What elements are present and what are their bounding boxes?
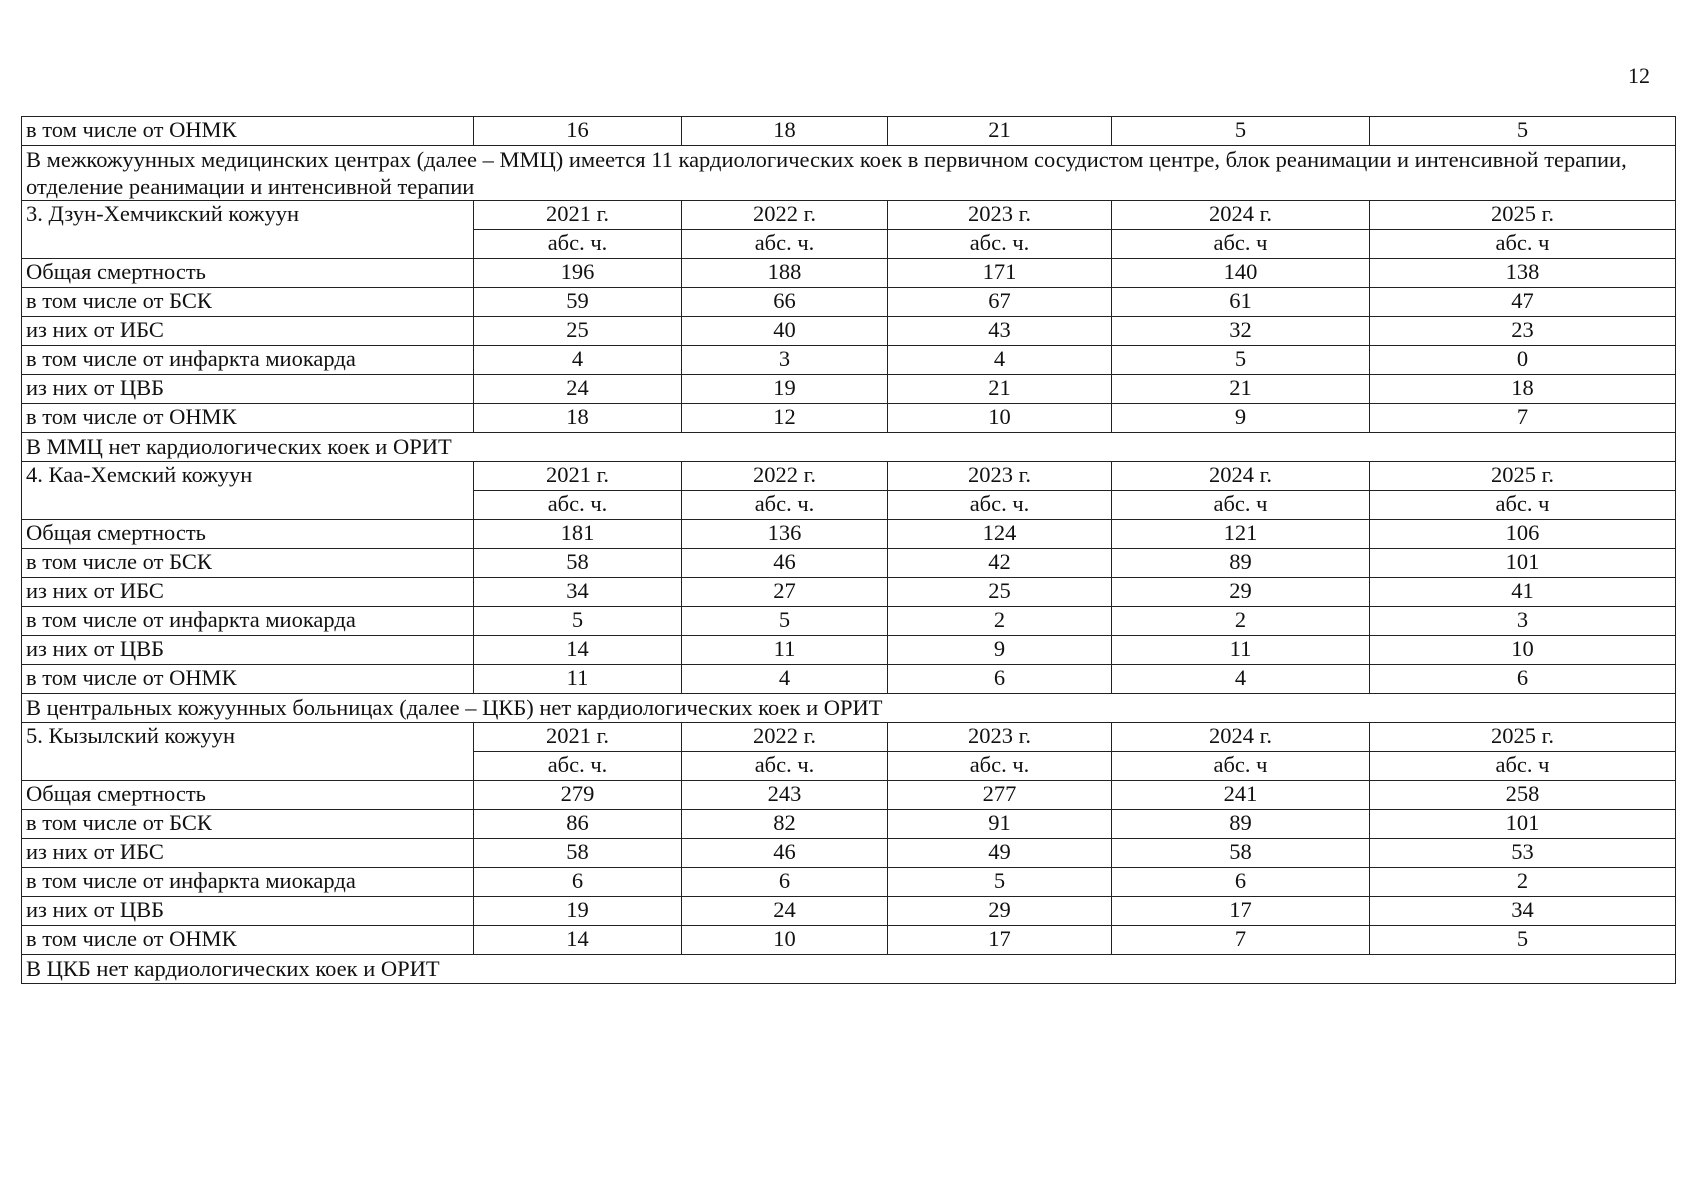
year-header: 2021 г. [474, 462, 682, 491]
section-title: 4. Каа-Хемский кожуун [22, 462, 474, 520]
cell-value: 49 [888, 839, 1112, 868]
cell-value: 121 [1112, 520, 1370, 549]
cell-value: 18 [682, 117, 888, 146]
unit-header: абс. ч [1370, 491, 1676, 520]
year-header: 2022 г. [682, 201, 888, 230]
cell-value: 2 [1370, 868, 1676, 897]
year-header: 2023 г. [888, 201, 1112, 230]
cell-value: 2 [1112, 607, 1370, 636]
cell-value: 11 [682, 636, 888, 665]
unit-header: абс. ч. [682, 752, 888, 781]
row-label: из них от ИБС [22, 317, 474, 346]
cell-value: 25 [888, 578, 1112, 607]
unit-header: абс. ч. [682, 230, 888, 259]
cell-value: 5 [1370, 926, 1676, 955]
cell-value: 14 [474, 636, 682, 665]
cell-value: 9 [1112, 404, 1370, 433]
year-header: 2022 г. [682, 462, 888, 491]
cell-value: 24 [682, 897, 888, 926]
cell-value: 5 [682, 607, 888, 636]
unit-header: абс. ч. [474, 752, 682, 781]
note-row [22, 433, 1676, 462]
unit-header: абс. ч [1370, 752, 1676, 781]
row-label: в том числе от ОНМК [22, 926, 474, 955]
row-label: в том числе от ОНМК [22, 117, 474, 146]
cell-value: 188 [682, 259, 888, 288]
cell-value: 101 [1370, 549, 1676, 578]
table-row [22, 404, 1676, 433]
unit-header: абс. ч. [682, 491, 888, 520]
unit-header: абс. ч [1112, 752, 1370, 781]
section-header-row [22, 201, 1676, 230]
cell-value: 41 [1370, 578, 1676, 607]
cell-value: 140 [1112, 259, 1370, 288]
table-row [22, 665, 1676, 694]
cell-value: 5 [888, 868, 1112, 897]
cell-value: 124 [888, 520, 1112, 549]
cell-value: 11 [1112, 636, 1370, 665]
cell-value: 89 [1112, 549, 1370, 578]
cell-value: 5 [1370, 117, 1676, 146]
row-label: из них от ИБС [22, 839, 474, 868]
cell-value: 46 [682, 839, 888, 868]
cell-value: 7 [1112, 926, 1370, 955]
row-label: в том числе от ОНМК [22, 404, 474, 433]
table-row [22, 288, 1676, 317]
cell-value: 66 [682, 288, 888, 317]
section-header-row [22, 462, 1676, 491]
table-row [22, 926, 1676, 955]
table-row [22, 117, 1676, 146]
cell-value: 24 [474, 375, 682, 404]
row-label: в том числе от инфаркта миокарда [22, 346, 474, 375]
cell-value: 5 [1112, 346, 1370, 375]
year-header: 2025 г. [1370, 201, 1676, 230]
cell-value: 6 [1112, 868, 1370, 897]
year-header: 2023 г. [888, 462, 1112, 491]
cell-value: 3 [1370, 607, 1676, 636]
cell-value: 58 [1112, 839, 1370, 868]
cell-value: 171 [888, 259, 1112, 288]
note-row [22, 694, 1676, 723]
cell-value: 106 [1370, 520, 1676, 549]
unit-header: абс. ч. [474, 230, 682, 259]
cell-value: 25 [474, 317, 682, 346]
cell-value: 6 [474, 868, 682, 897]
cell-value: 58 [474, 839, 682, 868]
cell-value: 89 [1112, 810, 1370, 839]
cell-value: 2 [888, 607, 1112, 636]
table-body [22, 117, 1676, 984]
cell-value: 21 [888, 375, 1112, 404]
unit-header: абс. ч [1370, 230, 1676, 259]
year-header: 2022 г. [682, 723, 888, 752]
cell-value: 34 [474, 578, 682, 607]
cell-value: 3 [682, 346, 888, 375]
cell-value: 5 [1112, 117, 1370, 146]
table-row [22, 897, 1676, 926]
mortality-table [21, 116, 1676, 984]
cell-value: 19 [682, 375, 888, 404]
cell-value: 10 [1370, 636, 1676, 665]
table-row [22, 868, 1676, 897]
cell-value: 4 [1112, 665, 1370, 694]
cell-value: 4 [474, 346, 682, 375]
cell-value: 14 [474, 926, 682, 955]
unit-header: абс. ч. [888, 752, 1112, 781]
row-label: из них от ЦВБ [22, 897, 474, 926]
cell-value: 17 [1112, 897, 1370, 926]
row-label: в том числе от БСК [22, 288, 474, 317]
year-header: 2021 г. [474, 723, 682, 752]
note-row [22, 955, 1676, 984]
note-text: В межкожуунных медицинских центрах (далее – ММЦ) имеется 11 кардиологических коек в первичном сосудистом центре, блок реанимации и интенсивной терапии, отделение реанимации и интенсивной терапии [22, 146, 1676, 201]
cell-value: 196 [474, 259, 682, 288]
table-row [22, 549, 1676, 578]
cell-value: 43 [888, 317, 1112, 346]
cell-value: 29 [1112, 578, 1370, 607]
table-row [22, 317, 1676, 346]
cell-value: 18 [1370, 375, 1676, 404]
unit-header: абс. ч. [474, 491, 682, 520]
section-header-row [22, 723, 1676, 752]
cell-value: 42 [888, 549, 1112, 578]
cell-value: 5 [474, 607, 682, 636]
table-row [22, 259, 1676, 288]
cell-value: 10 [888, 404, 1112, 433]
cell-value: 279 [474, 781, 682, 810]
row-label: Общая смертность [22, 520, 474, 549]
table-row [22, 810, 1676, 839]
cell-value: 58 [474, 549, 682, 578]
cell-value: 16 [474, 117, 682, 146]
note-text: В центральных кожуунных больницах (далее – ЦКБ) нет кардиологических коек и ОРИТ [22, 694, 1676, 723]
cell-value: 9 [888, 636, 1112, 665]
cell-value: 67 [888, 288, 1112, 317]
cell-value: 243 [682, 781, 888, 810]
cell-value: 91 [888, 810, 1112, 839]
year-header: 2024 г. [1112, 201, 1370, 230]
note-text: В ММЦ нет кардиологических коек и ОРИТ [22, 433, 1676, 462]
unit-header: абс. ч. [888, 491, 1112, 520]
cell-value: 277 [888, 781, 1112, 810]
cell-value: 82 [682, 810, 888, 839]
row-label: Общая смертность [22, 781, 474, 810]
cell-value: 17 [888, 926, 1112, 955]
cell-value: 19 [474, 897, 682, 926]
cell-value: 27 [682, 578, 888, 607]
page-number: 12 [1628, 63, 1650, 88]
cell-value: 241 [1112, 781, 1370, 810]
cell-value: 136 [682, 520, 888, 549]
row-label: в том числе от ОНМК [22, 665, 474, 694]
row-label: в том числе от инфаркта миокарда [22, 607, 474, 636]
cell-value: 6 [1370, 665, 1676, 694]
cell-value: 47 [1370, 288, 1676, 317]
row-label: в том числе от БСК [22, 810, 474, 839]
cell-value: 6 [682, 868, 888, 897]
cell-value: 32 [1112, 317, 1370, 346]
cell-value: 18 [474, 404, 682, 433]
table-row [22, 607, 1676, 636]
cell-value: 53 [1370, 839, 1676, 868]
row-label: из них от ИБС [22, 578, 474, 607]
table-row [22, 346, 1676, 375]
row-label: из них от ЦВБ [22, 375, 474, 404]
cell-value: 11 [474, 665, 682, 694]
table-row [22, 781, 1676, 810]
cell-value: 7 [1370, 404, 1676, 433]
unit-header: абс. ч [1112, 230, 1370, 259]
cell-value: 258 [1370, 781, 1676, 810]
cell-value: 29 [888, 897, 1112, 926]
unit-header: абс. ч [1112, 491, 1370, 520]
cell-value: 23 [1370, 317, 1676, 346]
year-header: 2024 г. [1112, 723, 1370, 752]
cell-value: 4 [888, 346, 1112, 375]
cell-value: 6 [888, 665, 1112, 694]
note-row [22, 146, 1676, 201]
row-label: в том числе от инфаркта миокарда [22, 868, 474, 897]
cell-value: 0 [1370, 346, 1676, 375]
table-row [22, 578, 1676, 607]
row-label: из них от ЦВБ [22, 636, 474, 665]
row-label: Общая смертность [22, 259, 474, 288]
unit-header: абс. ч. [888, 230, 1112, 259]
cell-value: 61 [1112, 288, 1370, 317]
cell-value: 34 [1370, 897, 1676, 926]
table-row [22, 636, 1676, 665]
row-label: в том числе от БСК [22, 549, 474, 578]
cell-value: 181 [474, 520, 682, 549]
cell-value: 21 [888, 117, 1112, 146]
year-header: 2021 г. [474, 201, 682, 230]
note-text: В ЦКБ нет кардиологических коек и ОРИТ [22, 955, 1676, 984]
year-header: 2024 г. [1112, 462, 1370, 491]
section-title: 5. Кызылский кожуун [22, 723, 474, 781]
cell-value: 86 [474, 810, 682, 839]
cell-value: 101 [1370, 810, 1676, 839]
year-header: 2025 г. [1370, 723, 1676, 752]
cell-value: 40 [682, 317, 888, 346]
cell-value: 21 [1112, 375, 1370, 404]
year-header: 2025 г. [1370, 462, 1676, 491]
year-header: 2023 г. [888, 723, 1112, 752]
cell-value: 4 [682, 665, 888, 694]
cell-value: 138 [1370, 259, 1676, 288]
cell-value: 59 [474, 288, 682, 317]
cell-value: 10 [682, 926, 888, 955]
cell-value: 12 [682, 404, 888, 433]
table-row [22, 375, 1676, 404]
section-title: 3. Дзун-Хемчикский кожуун [22, 201, 474, 259]
table-row [22, 839, 1676, 868]
cell-value: 46 [682, 549, 888, 578]
table-row [22, 520, 1676, 549]
